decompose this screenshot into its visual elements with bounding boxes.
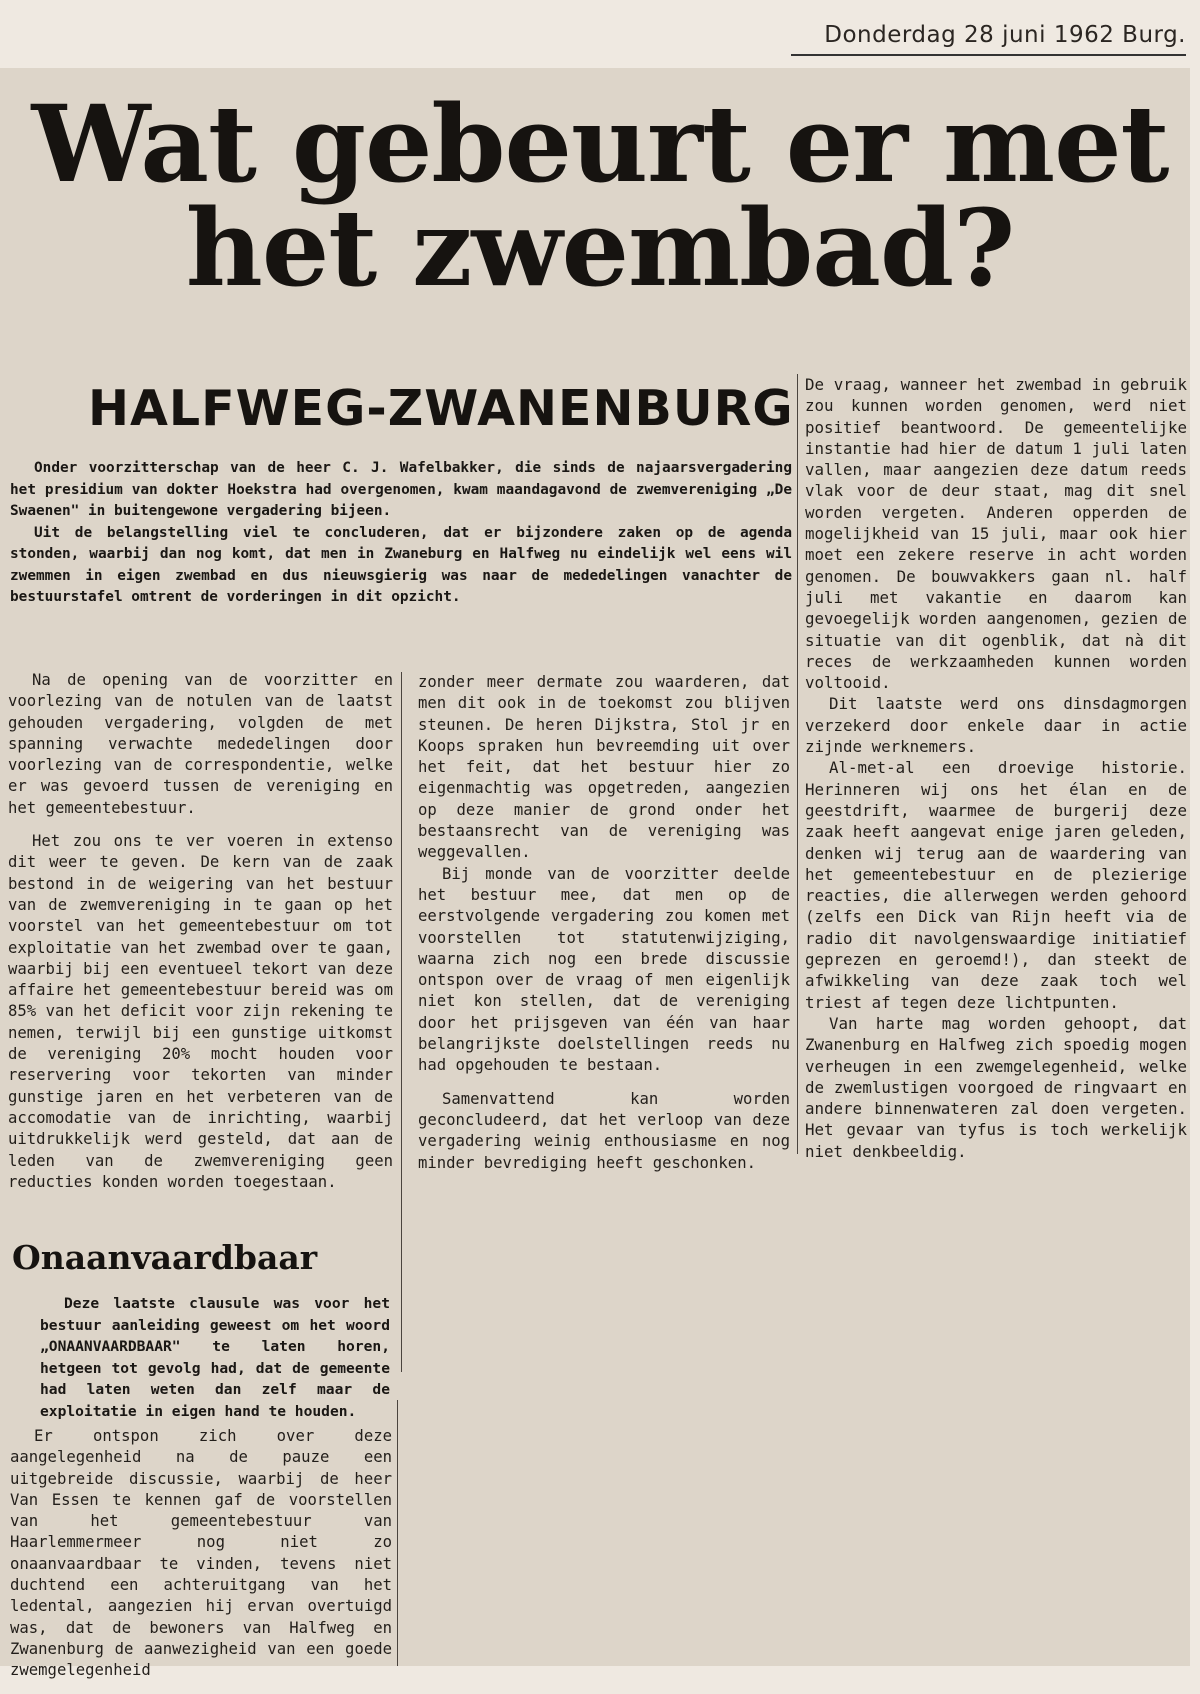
column-3 <box>805 374 1187 1162</box>
intro-paragraph: Onder voorzitterschap van de heer C. J. Wafelbakker, die sinds de najaarsvergadering het presidium van dokter Hoekstra had overgenomen, kwam maandagavond de zwemvereniging „De Swaenen" in buitengewone vergadering bijeen. <box>10 460 792 519</box>
column-4 <box>10 1426 392 1694</box>
paragraph: Bij monde van de voorzitter deelde het bestuur mee, dat men op de eerstvolgende vergadering zou komen met voorstellen tot statutenwijziging, waarna zich nog een brede discussie ontspon over de vraag of men eigenlijk niet kon stellen, dat de vereniging door het prijsgeven van één van haar belangrijkste doelstellingen reeds nu had opgehouden te bestaan. <box>418 864 790 1075</box>
intro-paragraph: Uit de belangstelling viel te concluderen, dat er bijzondere zaken op de agenda stonden, waarbij dan nog komt, dat men in Zwaneburg en Halfweg nu eindelijk wel eens wil zwemmen in eigen zwembad en dus nieuwsgierig was naar de mededelingen vanachter de bestuurstafel omtrent de vorderingen in dit opzicht. <box>10 524 792 605</box>
paragraph: Van harte mag worden gehoopt, dat Zwanenburg en Halfweg zich spoedig mogen verheugen in een zwemgelegenheid, welke de zwemlustigen voorgoed de ringvaart en andere binnenwateren zal doen vergeten. Het gevaar van tyfus is toch werkelijk niet denkbeeldig. <box>805 1013 1187 1161</box>
paragraph: zonder meer dermate zou waarderen, dat men dit ook in de toekomst zou blijven steunen. De heren Dijkstra, Stol jr en Koops spraken hun bevreemding uit over het feit, dat het bestuur hier zo eigenmachtig was opgetreden, aangezien op deze manier de grond onder het bestaansrecht van de vereniging was weggevallen. <box>418 673 790 862</box>
column-rule <box>397 1400 398 1666</box>
paragraph: Na de opening van de voorzitter en voorlezing van de notulen van de laatst gehouden vergadering, volgden de met spanning verwachte mededelingen door voorlezing van de correspondentie, welke er was gevoerd tussen de vereniging en het gemeentebestuur. <box>8 671 393 817</box>
subheading-intro <box>40 1293 390 1422</box>
paragraph: Al-met-al een droevige historie. Herinneren wij ons het élan en de geestdrift, waarmee de burgerij deze zaak heeft aangevat enige jaren geleden, denken wij terug aan de waardering van het gemeentebestuur en de plezierige reacties, die allerwegen werden gehoord (zelfs een Dick van Rijn heeft via de radio dit navolgenswaardige initiatief geprezen en geroemd!), dan steekt de afwikkeling van deze zaak toch wel triest af tegen deze lichtpunten. <box>805 758 1187 1012</box>
paragraph: Deze laatste clausule was voor het bestuur aanleiding geweest om het woord „ONAANVAARDBAAR" te laten horen, hetgeen tot gevolg had, dat de gemeente had laten weten dan zelf maar de exploitatie in eigen hand te houden. <box>40 1295 390 1420</box>
column-1 <box>8 670 393 1205</box>
column-rule <box>797 374 798 1154</box>
place-heading: HALFWEG-ZWANENBURG <box>88 380 794 437</box>
paragraph: Er ontspon zich over deze aangelegenheid na de pauze een uitgebreide discussie, waarbij de heer Van Essen te kennen gaf de voorstellen van het gemeentebestuur van Haarlemmermeer nog niet zo onaanvaardbaar te vinden, tevens niet duchtend een achteruitgang van het ledental, aangezien hij ervan overtuigd was, dat de bewoners van Halfweg en Zwanenburg de aanwezigheid van een goede zwemgelegenheid <box>10 1427 392 1680</box>
headline: Wat gebeurt er met het zwembad? <box>31 81 1169 310</box>
intro-paragraphs <box>10 458 792 609</box>
paragraph: De vraag, wanneer het zwembad in gebruik zou kunnen worden genomen, werd niet positief beantwoord. De gemeentelijke instantie had hier de datum 1 juli laten vallen, maar aangezien deze datum reeds vlak voor de deur staat, mag dit snel worden vergeten. Anderen opperden de mogelijkheid van 15 juli, maar ook hier moet een zekere reserve in acht worden genomen. De bouwvakkers gaan nl. half juli met vakantie en daarom kan gevoegelijk worden aangenomen, gezien de situatie van dit ogenblik, dat nà dit reces de werkzaamheden kunnen worden voltooid. <box>805 375 1187 693</box>
paragraph: Dit laatste werd ons dinsdagmorgen verzekerd door enkele daar in actie zijnde werknemers. <box>805 694 1187 757</box>
column-rule <box>401 672 402 1372</box>
dateline: Donderdag 28 juni 1962 Burg. <box>791 22 1186 56</box>
background-panel <box>800 1190 1190 1666</box>
paragraph: Samenvattend kan worden geconcludeerd, dat het verloop van deze vergadering weinig enthousiasme en nog minder bevrediging heeft geschonken. <box>418 1089 790 1172</box>
column-2 <box>418 672 790 1186</box>
paragraph: Het zou ons te ver voeren in extenso dit weer te geven. De kern van de zaak bestond in de weigering van het bestuur van de zwemvereniging in te gaan op het voorstel van het gemeentebestuur om tot exploitatie van het zwembad over te gaan, waarbij bij een eventueel tekort van deze affaire het gemeentebestuur bereid was om 85% van het deficit voor zijn rekening te nemen, terwijl bij een gunstige uitkomst de vereniging 20% mocht houden voor reservering voor tekorten van minder gunstige jaren en het verbeteren van de accomodatie van de inrichting, waarbij uitdrukkelijk werd gesteld, dat aan de leden van de zwemvereniging geen reducties konden worden toegestaan. <box>8 832 393 1191</box>
subheading: Onaanvaardbaar <box>12 1238 318 1277</box>
